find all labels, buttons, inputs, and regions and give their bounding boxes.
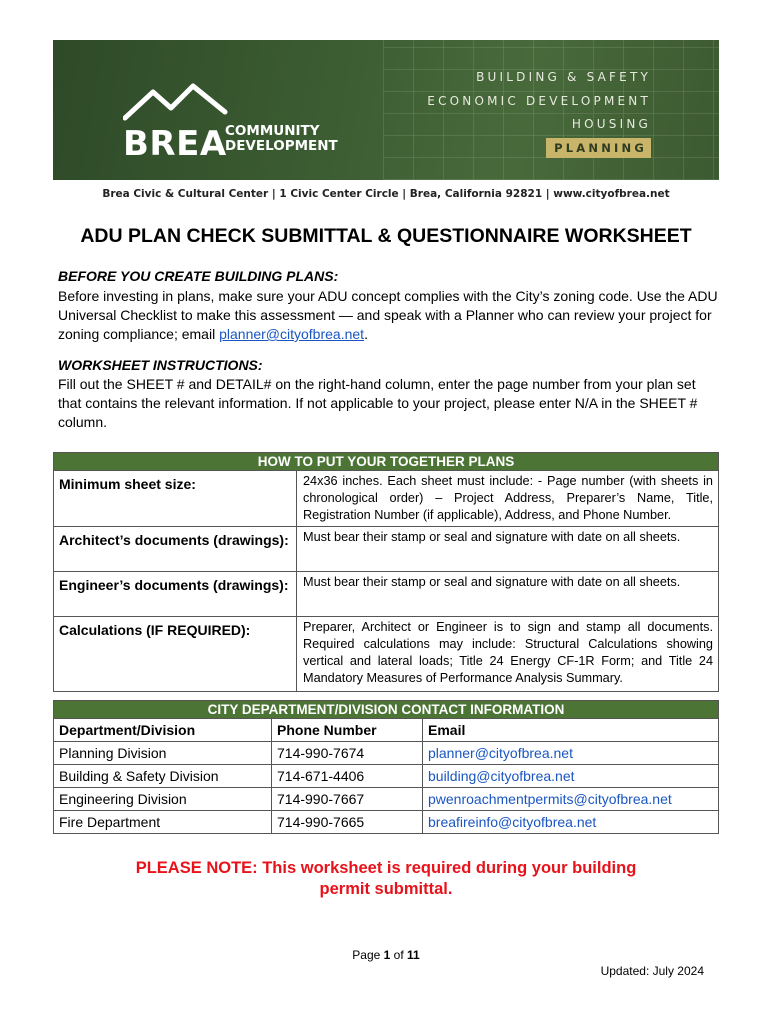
table-row bbox=[54, 527, 719, 572]
mountain-logo-icon bbox=[123, 82, 253, 122]
plans-row-label: Calculations (IF REQUIRED): bbox=[54, 617, 297, 692]
table-row bbox=[54, 471, 719, 527]
page-of: of bbox=[393, 948, 404, 962]
updated-date: Updated: July 2024 bbox=[600, 964, 704, 978]
plans-row-desc: 24x36 inches. Each sheet must include: - Page number (with sheets in chronological order) – Project Address, Preparer’s Name, Title, Registration Number (if applicable), Address, and Phone Number. bbox=[297, 471, 719, 527]
table-row bbox=[54, 742, 719, 765]
please-note bbox=[53, 858, 719, 900]
banner-blueprint-pattern bbox=[383, 40, 719, 180]
plans-row-label: Architect’s documents (drawings): bbox=[54, 527, 297, 572]
dept-building-safety: BUILDING & SAFETY bbox=[476, 70, 651, 84]
phone-cell: 714-671-4406 bbox=[272, 765, 423, 788]
email-cell bbox=[423, 788, 719, 811]
page-label: Page bbox=[352, 948, 381, 962]
department-cell: Engineering Division bbox=[54, 788, 272, 811]
email-link[interactable]: planner@cityofbrea.net bbox=[428, 745, 573, 761]
column-header-department: Department/Division bbox=[54, 719, 272, 742]
before-paragraph bbox=[58, 287, 718, 344]
phone-cell: 714-990-7674 bbox=[272, 742, 423, 765]
plans-row-desc: Must bear their stamp or seal and signature with date on all sheets. bbox=[297, 572, 719, 617]
email-cell bbox=[423, 811, 719, 834]
page-number bbox=[53, 948, 719, 962]
page-current: 1 bbox=[383, 948, 391, 962]
instructions-heading: WORKSHEET INSTRUCTIONS: bbox=[58, 357, 263, 373]
department-cell: Planning Division bbox=[54, 742, 272, 765]
page-total: 11 bbox=[407, 948, 420, 962]
plans-row-desc: Preparer, Architect or Engineer is to sign and stamp all documents. Required calculations may include: Structural Calculations showing vertical and lateral loads; Title 24 Energy CF-1R Form; and Title 24 Mandatory Measures of Performance Analysis Summary. bbox=[297, 617, 719, 692]
table-row bbox=[54, 788, 719, 811]
planner-email-link[interactable]: planner@cityofbrea.net bbox=[219, 326, 365, 342]
contact-table-heading: CITY DEPARTMENT/DIVISION CONTACT INFORMATION bbox=[54, 701, 719, 719]
plans-table bbox=[53, 452, 719, 692]
before-text-end: . bbox=[364, 326, 368, 342]
plans-row-label: Engineer’s documents (drawings): bbox=[54, 572, 297, 617]
table-row bbox=[54, 617, 719, 692]
table-row bbox=[54, 572, 719, 617]
table-row bbox=[54, 765, 719, 788]
instructions-paragraph: Fill out the SHEET # and DETAIL# on the right-hand column, enter the page number from your plan set that contains the relevant information. If not applicable to your project, please enter N/A in the SHEET # column. bbox=[58, 376, 698, 430]
header-banner bbox=[53, 40, 719, 180]
email-cell bbox=[423, 742, 719, 765]
email-cell bbox=[423, 765, 719, 788]
dept-housing: HOUSING bbox=[571, 117, 651, 131]
dept-economic-development: ECONOMIC DEVELOPMENT bbox=[427, 94, 651, 108]
plans-row-label: Minimum sheet size: bbox=[54, 471, 297, 527]
before-text: Before investing in plans, make sure your ADU concept complies with the City’s zoning code. Use the ADU Universal Checklist to make this assessment — and speak with a Planner who can review your project for zoning compliance; email bbox=[58, 288, 718, 342]
contact-table bbox=[53, 700, 719, 834]
department-cell: Fire Department bbox=[54, 811, 272, 834]
table-row bbox=[54, 811, 719, 834]
before-heading: BEFORE YOU CREATE BUILDING PLANS: bbox=[58, 268, 339, 284]
phone-cell: 714-990-7667 bbox=[272, 788, 423, 811]
phone-cell: 714-990-7665 bbox=[272, 811, 423, 834]
brand-name: BREA bbox=[123, 124, 227, 164]
plans-row-desc: Must bear their stamp or seal and signature with date on all sheets. bbox=[297, 527, 719, 572]
column-header-phone: Phone Number bbox=[272, 719, 423, 742]
brand-subtitle bbox=[225, 124, 338, 154]
brand-subtitle-line1: COMMUNITY bbox=[225, 123, 320, 139]
dept-planning-highlight: PLANNING bbox=[546, 138, 651, 158]
brand-subtitle-line2: DEVELOPMENT bbox=[225, 138, 338, 154]
address-line: Brea Civic & Cultural Center | 1 Civic Center Circle | Brea, California 92821 | www.cityofbrea.net bbox=[102, 188, 670, 200]
email-link[interactable]: building@cityofbrea.net bbox=[428, 768, 575, 784]
note-line1: PLEASE NOTE: This worksheet is required during your building bbox=[135, 859, 637, 877]
page-title: ADU PLAN CHECK SUBMITTAL & QUESTIONNAIRE WORKSHEET bbox=[80, 225, 692, 247]
column-header-email: Email bbox=[423, 719, 719, 742]
plans-table-heading: HOW TO PUT YOUR TOGETHER PLANS bbox=[54, 453, 719, 471]
department-cell: Building & Safety Division bbox=[54, 765, 272, 788]
contact-header-row bbox=[54, 719, 719, 742]
email-link[interactable]: breafireinfo@cityofbrea.net bbox=[428, 814, 597, 830]
note-line2: permit submittal. bbox=[319, 880, 453, 898]
email-link[interactable]: pwenroachmentpermits@cityofbrea.net bbox=[428, 791, 672, 807]
